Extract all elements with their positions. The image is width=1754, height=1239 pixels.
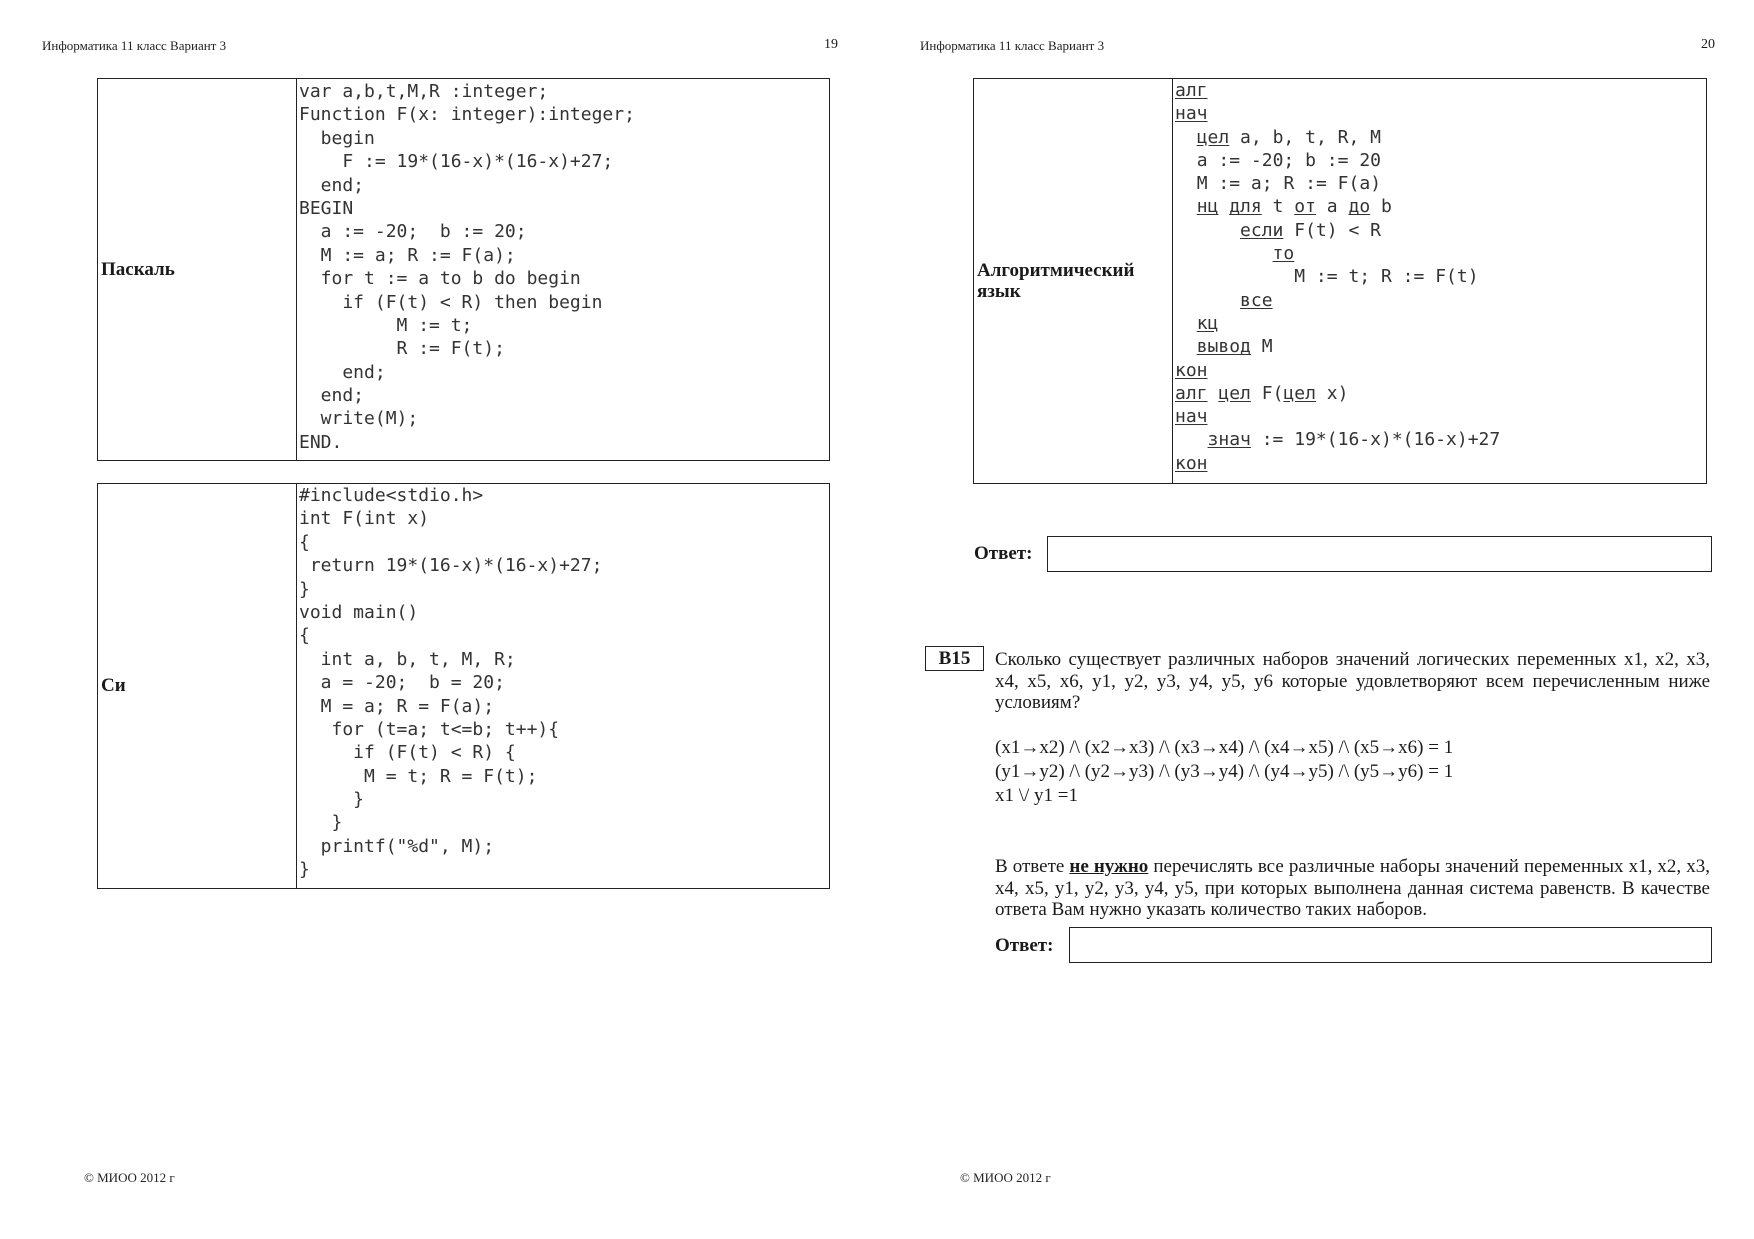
page-number: 20 xyxy=(1701,37,1715,52)
code-line: все xyxy=(1240,289,1273,311)
code-line: end; xyxy=(299,174,365,196)
c-code xyxy=(297,484,602,888)
code-line: } xyxy=(299,859,310,881)
code-line: } xyxy=(299,812,343,834)
code-line: нач xyxy=(1175,406,1208,428)
c-language-label: Си xyxy=(98,484,297,888)
code-line: a = -20; b = 20; xyxy=(299,672,505,694)
code-line: M := a; R := F(a) xyxy=(1196,173,1382,195)
answer-field[interactable] xyxy=(1047,536,1712,572)
page-header: Информатика 11 класс Вариант 3 xyxy=(920,38,1105,53)
page-footer: © МИОО 2012 г xyxy=(84,1170,175,1185)
code-line: R := F(t); xyxy=(299,338,505,360)
task-question: Сколько существует различных наборов значений логических переменных x1, x2, x3, x4, x5, x6, y1, y2, y3, y4, y5, y6 которые удовлетворяют всем перечисленным ниже условиям? xyxy=(995,649,1710,713)
code-line: begin xyxy=(299,127,375,149)
formula-line: (y1→y2) /\ (y2→y3) /\ (y3→y4) /\ (y4→y5) /\ (y5→y6) = 1 xyxy=(995,761,1454,782)
pascal-code-table xyxy=(97,78,830,461)
code-line: printf("%d", M); xyxy=(299,835,495,857)
alg-code xyxy=(1173,79,1500,483)
answer-label: Ответ: xyxy=(974,543,1033,564)
code-line: M := t; R := F(t) xyxy=(1294,266,1479,288)
pascal-code xyxy=(297,79,635,460)
code-line: { xyxy=(299,531,310,553)
alg-language-label: Алгоритмический язык xyxy=(974,79,1173,483)
code-line: нц для t от a до b xyxy=(1196,196,1392,218)
answer-label: Ответ: xyxy=(995,935,1054,956)
code-line: for (t=a; t<=b; t++){ xyxy=(299,718,560,740)
code-line: { xyxy=(299,625,310,647)
formula-line: x1 \/ y1 =1 xyxy=(995,785,1079,806)
code-line: end; xyxy=(299,385,365,407)
pascal-language-label: Паскаль xyxy=(98,79,297,460)
note-emphasis: не нужно xyxy=(1069,856,1149,877)
code-line: кон xyxy=(1175,452,1208,474)
code-line: } xyxy=(299,578,310,600)
code-line: M := t; xyxy=(299,314,473,336)
code-line: return 19*(16-x)*(16-x)+27; xyxy=(299,555,603,577)
task-badge: В15 xyxy=(925,646,984,671)
code-line: M := a; R := F(a); xyxy=(299,244,516,266)
formula-line: (x1→x2) /\ (x2→x3) /\ (x3→x4) /\ (x4→x5) /\ (x5→x6) = 1 xyxy=(995,737,1454,758)
code-line: если F(t) < R xyxy=(1240,219,1381,241)
code-line: то xyxy=(1272,243,1295,265)
code-line: Function F(x: integer):integer; xyxy=(299,104,635,126)
code-line: алг xyxy=(1175,80,1208,101)
c-code-table xyxy=(97,483,830,889)
code-line: нач xyxy=(1175,103,1208,125)
note-text: В ответе xyxy=(995,856,1070,877)
code-line: F := 19*(16-x)*(16-x)+27; xyxy=(299,151,614,173)
code-line: #include<stdio.h> xyxy=(299,485,484,506)
alg-code-table xyxy=(973,78,1707,484)
right-page xyxy=(877,0,1754,1239)
code-line: if (F(t) < R) { xyxy=(299,742,516,764)
note-text: перечислять все различные наборы значений переменных x1, x2, x3, x4, x5, y1, y2, y3, y4, y5, при которых выполнена данная система равенств. В качестве ответа Вам нужно указать количество таких наборов. xyxy=(995,856,1710,920)
code-line: знач := 19*(16-x)*(16-x)+27 xyxy=(1207,429,1501,451)
page-header: Информатика 11 класс Вариант 3 xyxy=(42,38,227,53)
code-line: void main() xyxy=(299,601,419,623)
code-line: var a,b,t,M,R :integer; xyxy=(299,81,549,102)
code-line: BEGIN xyxy=(299,197,354,219)
code-line: int a, b, t, M, R; xyxy=(299,648,516,670)
code-line: алг цел F(цел x) xyxy=(1175,382,1349,404)
code-line: цел a, b, t, R, M xyxy=(1196,126,1382,148)
code-line: a := -20; b := 20 xyxy=(1196,149,1382,171)
code-line: int F(int x) xyxy=(299,508,430,530)
task-note xyxy=(995,856,1710,921)
code-line: write(M); xyxy=(299,408,419,430)
code-line: } xyxy=(299,789,365,811)
code-line: for t := a to b do begin xyxy=(299,268,581,290)
code-line: M = t; R = F(t); xyxy=(299,765,538,787)
code-line: вывод M xyxy=(1196,336,1273,358)
code-line: if (F(t) < R) then begin xyxy=(299,291,603,313)
page-number: 19 xyxy=(824,37,838,52)
answer-field[interactable] xyxy=(1069,927,1712,963)
code-line: M = a; R = F(a); xyxy=(299,695,495,717)
code-line: кон xyxy=(1175,359,1208,381)
page-footer: © МИОО 2012 г xyxy=(960,1170,1051,1185)
code-line: END. xyxy=(299,431,343,453)
code-line: кц xyxy=(1196,312,1219,334)
code-line: end; xyxy=(299,361,386,383)
code-line: a := -20; b := 20; xyxy=(299,221,527,243)
